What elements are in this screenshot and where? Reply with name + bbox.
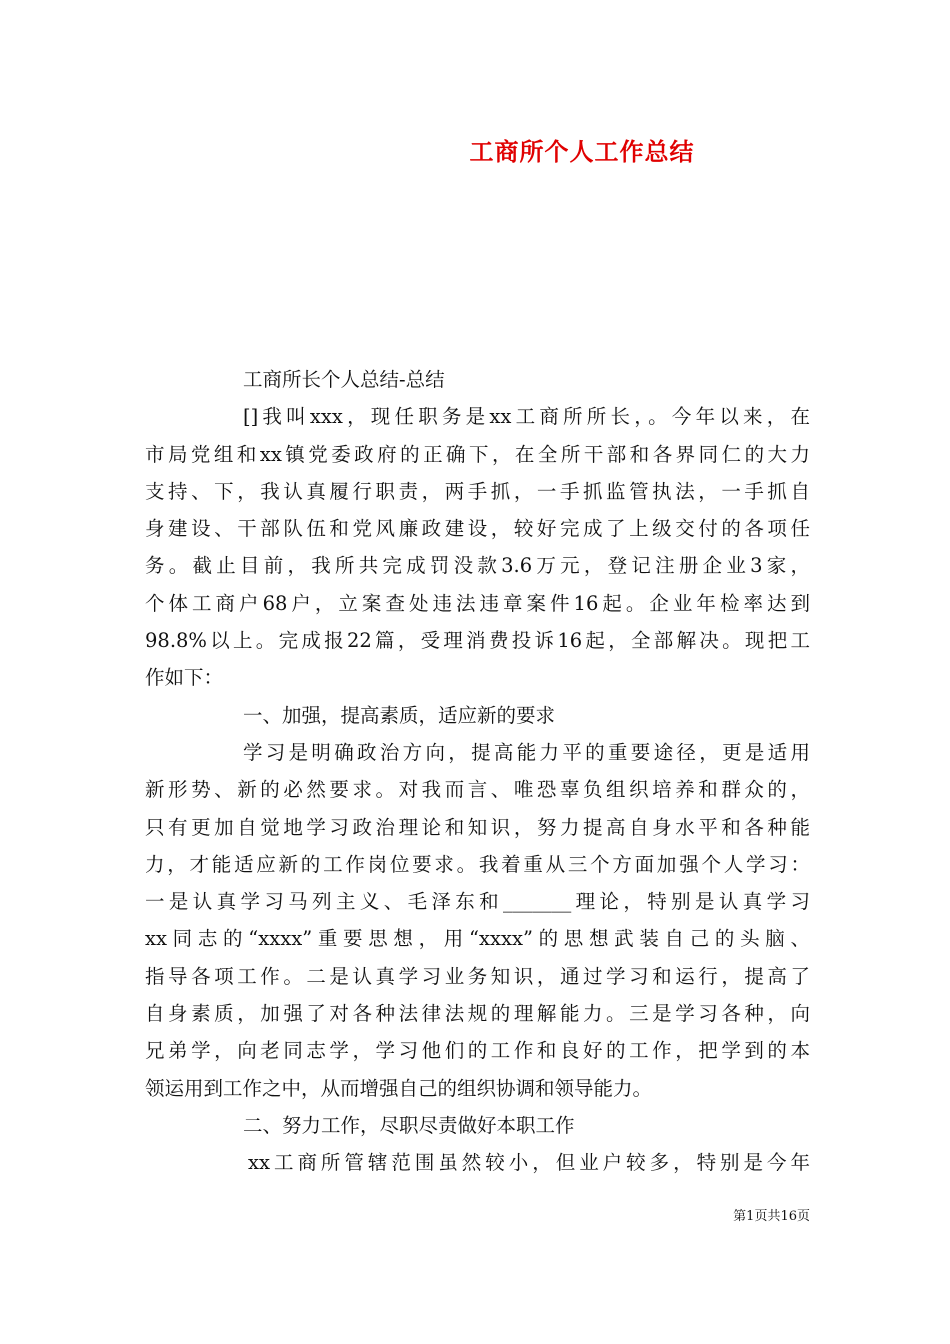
paragraph-line: xx工商所管辖范围虽然较小，但业户较多，特别是今年 <box>248 1151 810 1175</box>
section-heading: 工商所长个人总结-总结 <box>243 368 445 391</box>
paragraph-line: 一是认真学习马列主义、毛泽东和_______理论，特别是认真学习 <box>145 890 810 914</box>
paragraph-line: 指导各项工作。二是认真学习业务知识，通过学习和运行，提高了 <box>145 964 810 988</box>
section-heading: 二、努力工作，尽职尽责做好本职工作 <box>243 1113 575 1137</box>
paragraph-line: 98.8%以上。完成报22篇，受理消费投诉16起，全部解决。现把工 <box>145 629 810 653</box>
paragraph-line: 市局党组和xx镇党委政府的正确下，在全所干部和各界同仁的大力 <box>145 442 810 466</box>
paragraph-line: 自身素质，加强了对各种法律法规的理解能力。三是学习各种，向 <box>145 1002 810 1026</box>
paragraph-line: 只有更加自觉地学习政治理论和知识，努力提高自身水平和各种能 <box>145 815 810 839</box>
paragraph-line: xx同志的“xxxx”重要思想，用“xxxx”的思想武装自己的头脑、 <box>145 927 810 951</box>
page-number: 第1页共16页 <box>733 1209 810 1224</box>
paragraph-line: 兄弟学，向老同志学，学习他们的工作和良好的工作，把学到的本 <box>145 1039 810 1063</box>
paragraph-line: 新形势、新的必然要求。对我而言、唯恐辜负组织培养和群众的， <box>145 778 810 802</box>
paragraph-line: 务。截止目前，我所共完成罚没款3.6万元，登记注册企业3家， <box>145 554 810 578</box>
paragraph-line: 支持、下，我认真履行职责，两手抓，一手抓监管执法，一手抓自 <box>145 479 810 503</box>
paragraph-line: []我叫xxx，现任职务是xx工商所所长，。今年以来，在 <box>243 405 810 429</box>
document-body <box>145 361 810 1182</box>
paragraph-line: 领运用到工作之中，从而增强自己的组织协调和领导能力。 <box>145 1076 653 1100</box>
document-title: 工商所个人工作总结 <box>469 137 695 166</box>
paragraph-line: 个体工商户68户，立案查处违法违章案件16起。企业年检率达到 <box>145 591 810 615</box>
paragraph-line: 身建设、干部队伍和党风廉政建设，较好完成了上级交付的各项任 <box>145 517 810 541</box>
paragraph-line: 作如下： <box>145 666 224 690</box>
section-heading: 一、加强，提高素质，适应新的要求 <box>243 703 556 727</box>
paragraph-line: 力，才能适应新的工作岗位要求。我着重从三个方面加强个人学习： <box>145 852 810 876</box>
paragraph-line: 学习是明确政治方向，提高能力平的重要途径，更是适用 <box>243 740 810 764</box>
